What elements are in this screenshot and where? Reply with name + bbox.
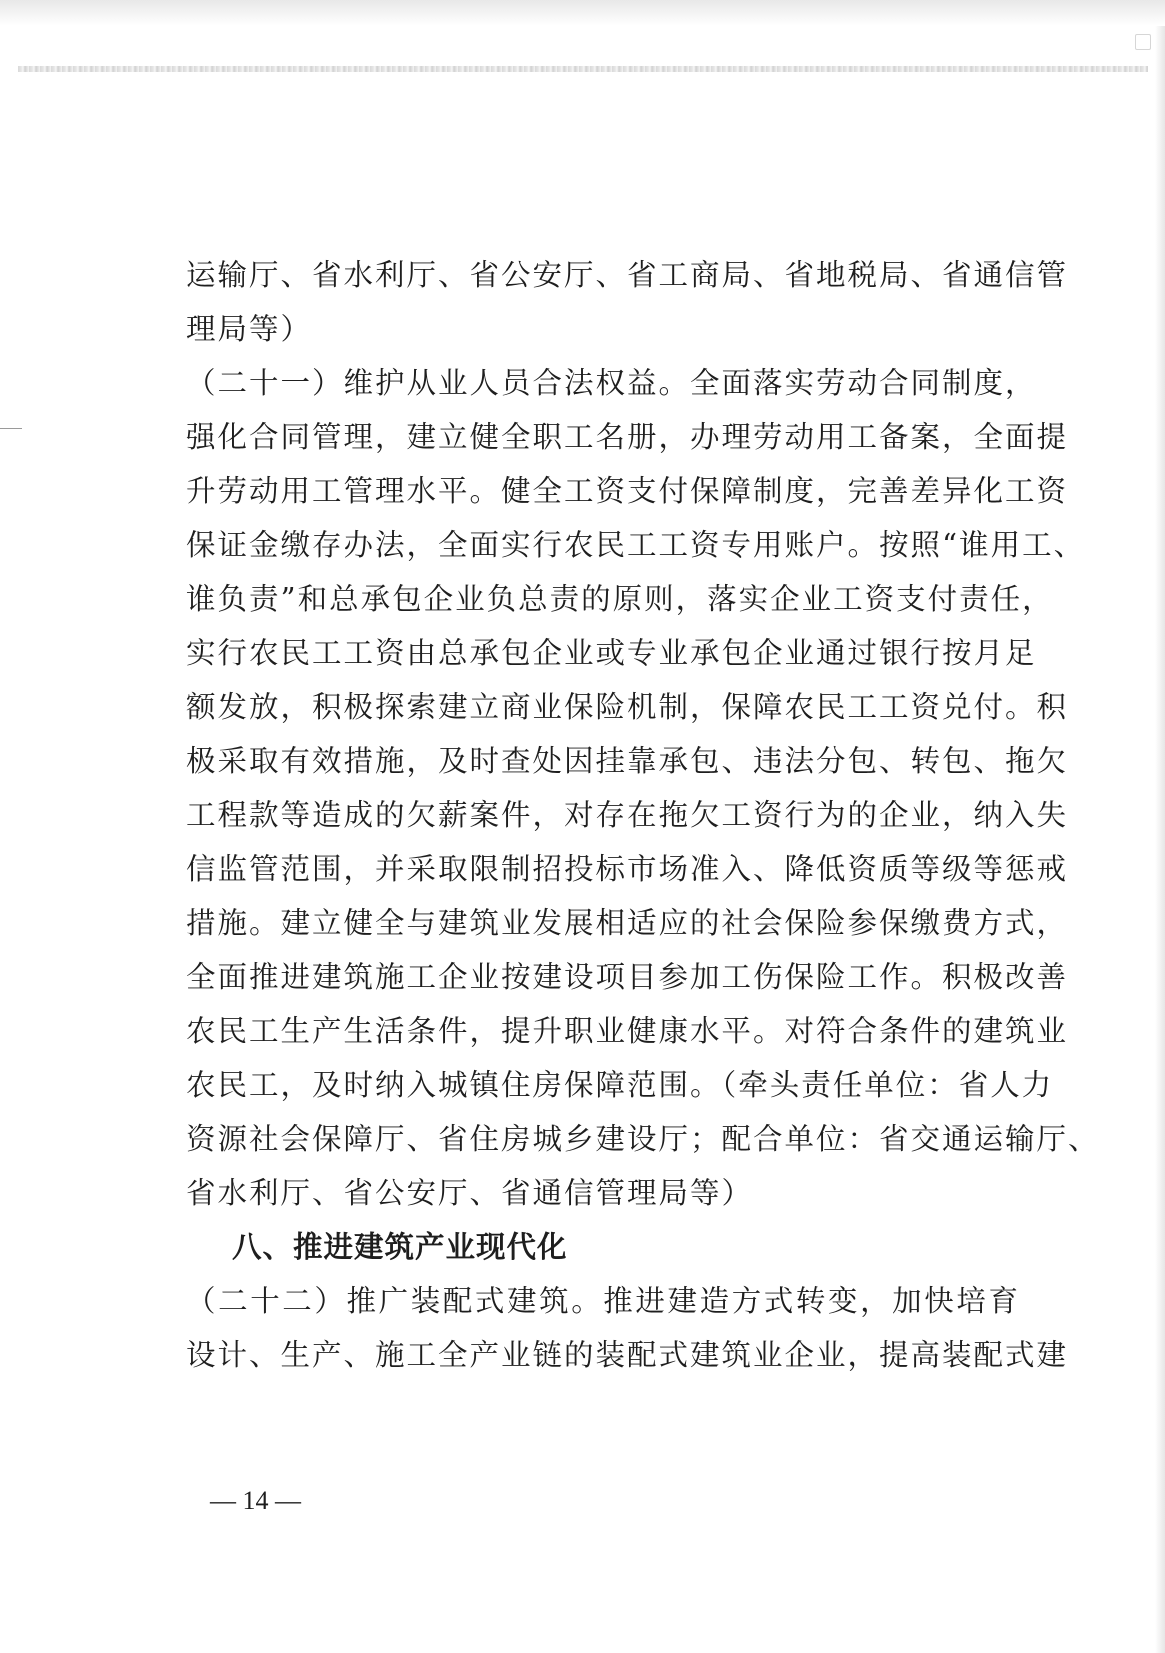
body-line: 信监管范围，并采取限制招投标市场准入、降低资质等级等惩戒: [186, 852, 1069, 886]
scan-top-edge: [0, 0, 1165, 26]
body-line: 省水利厅、省公安厅、省通信管理局等）: [186, 1176, 754, 1210]
body-line: 保证金缴存办法，全面实行农民工工资专用账户。按照“谁用工、: [186, 528, 1086, 562]
body-line: 额发放，积极探索建立商业保险机制，保障农民工工资兑付。积: [186, 690, 1069, 724]
paragraph-21-first-line: （二十一）维护从业人员合法权益。全面落实劳动合同制度，: [186, 366, 1037, 400]
body-line: 谁负责”和总承包企业负总责的原则，落实企业工资支付责任，: [186, 582, 1054, 616]
paragraph-22-first-line: （二十二）推广装配式建筑。推进建造方式转变，加快培育: [186, 1284, 1020, 1318]
body-line: 实行农民工工资由总承包企业或专业承包企业通过银行按月足: [186, 636, 1037, 670]
body-line: 运输厅、省水利厅、省公安厅、省工商局、省地税局、省通信管: [186, 258, 1069, 292]
body-line: 工程款等造成的欠薪案件，对存在拖欠工资行为的企业，纳入失: [186, 798, 1069, 832]
scan-right-edge: [1155, 26, 1165, 1653]
body-line: 设计、生产、施工全产业链的装配式建筑业企业，提高装配式建: [186, 1338, 1069, 1372]
scan-corner-mark: [1135, 34, 1151, 50]
body-line: 极采取有效措施，及时查处因挂靠承包、违法分包、转包、拖欠: [186, 744, 1069, 778]
body-line: 升劳动用工管理水平。健全工资支付保障制度，完善差异化工资: [186, 474, 1069, 508]
section-heading: 八、推进建筑产业现代化: [232, 1230, 568, 1264]
body-line: 强化合同管理，建立健全职工名册，办理劳动用工备案，全面提: [186, 420, 1069, 454]
body-line: 农民工生产生活条件，提升职业健康水平。对符合条件的建筑业: [186, 1014, 1069, 1048]
margin-tick-mark: [0, 428, 22, 429]
body-line: 农民工，及时纳入城镇住房保障范围。（牵头责任单位：省人力: [186, 1068, 1054, 1102]
body-line: 措施。建立健全与建筑业发展相适应的社会保险参保缴费方式，: [186, 906, 1069, 940]
body-line: 理局等）: [186, 312, 313, 346]
scan-noise-strip: [18, 66, 1148, 72]
body-line: 资源社会保障厅、省住房城乡建设厅；配合单位：省交通运输厅、: [186, 1122, 1100, 1156]
body-line: 全面推进建筑施工企业按建设项目参加工伤保险工作。积极改善: [186, 960, 1069, 994]
page-number: — 14 —: [210, 1486, 301, 1515]
document-body: [186, 248, 1100, 1382]
